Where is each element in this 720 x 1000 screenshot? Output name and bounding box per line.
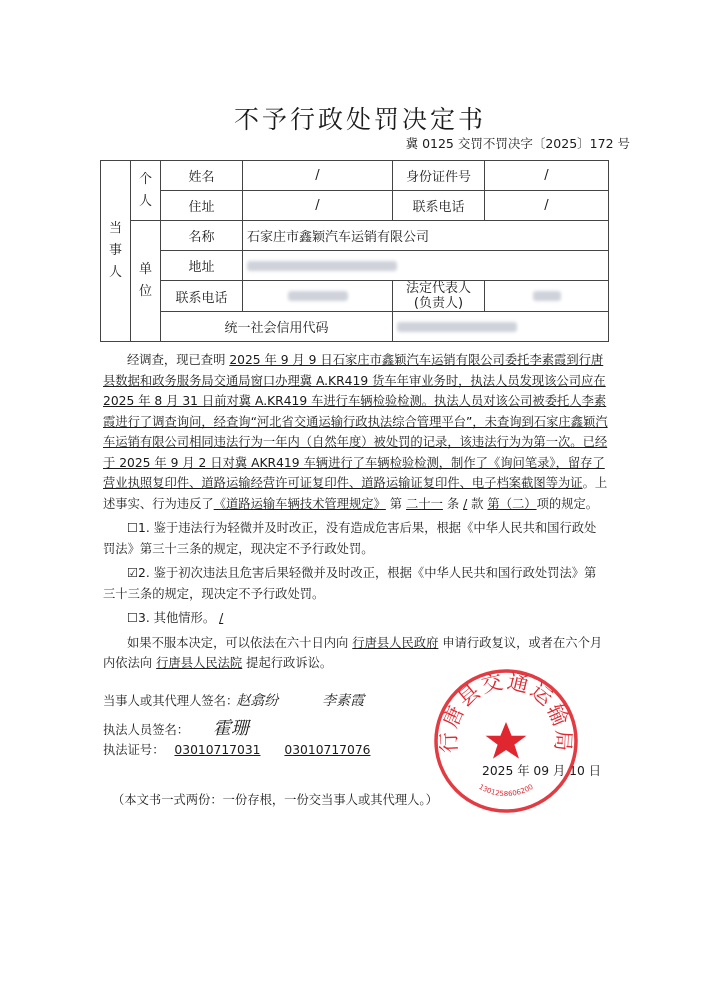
clause-label: 款 — [471, 496, 484, 511]
option-3 — [103, 608, 608, 629]
option-2: ☑2. 鉴于初次违法且危害后果轻微并及时改正，根据《中华人民共和国行政处罚法》第三十三条的规定，现决定不予行政处罚。 — [103, 566, 597, 601]
cert-line — [103, 740, 370, 758]
party-info-table — [100, 160, 609, 342]
party-signature-label: 当事人或其代理人签名： — [103, 694, 239, 708]
option-3-label: ☐3. 其他情形。 — [127, 611, 216, 625]
credit-code-value — [393, 312, 609, 342]
official-seal — [433, 668, 579, 814]
redacted-credit-code — [397, 322, 517, 332]
document-title: 不予行政处罚决定书 — [233, 105, 486, 134]
footer-note: （本文书一式两份：一份存根，一份交当事人或其代理人。） — [112, 793, 438, 807]
unit-phone-label: 联系电话 — [161, 281, 243, 312]
party-signature-1: 赵翕纷 — [236, 693, 279, 709]
article-label: 第 — [389, 496, 403, 511]
phone-label: 联系电话 — [393, 191, 485, 221]
officer-signature-label: 执法人员签名： — [103, 723, 190, 737]
id-value: / — [485, 161, 609, 191]
article-value: 二十一 — [406, 496, 443, 511]
appeal-text-3: 提起行政诉讼。 — [246, 656, 333, 670]
party-signature-2: 李素霞 — [322, 693, 365, 709]
regulation-name: 《道路运输车辆技术管理规定》 — [213, 496, 386, 511]
name-label: 姓名 — [161, 161, 243, 191]
legal-rep-value — [485, 281, 609, 312]
unit-name-label: 名称 — [161, 221, 243, 251]
item-value: 第（二） — [487, 496, 537, 511]
party-label — [101, 161, 131, 342]
individual-label-text: 个 人 — [138, 171, 152, 209]
cert-number-1: 03010717031 — [174, 743, 261, 757]
option-3-value: / — [219, 611, 224, 625]
unit-phone-value — [243, 281, 393, 312]
party-signature-line — [103, 690, 364, 710]
address-value: / — [243, 191, 393, 221]
officer-signature-line — [103, 714, 249, 740]
document-number: 冀 0125 交罚不罚决字〔2025〕172 号 — [405, 136, 630, 151]
appeal-government: 行唐县人民政府 — [352, 635, 439, 650]
unit-name-value: 石家庄市鑫颖汽车运销有限公司 — [243, 221, 609, 251]
unit-label — [131, 221, 161, 342]
clause-value: / — [463, 496, 468, 511]
credit-code-label: 统一社会信用代码 — [161, 312, 393, 342]
legal-rep-label-line2: (负责人) — [413, 296, 464, 311]
appeal-text-2: 申请行政复议，或者在六个月内依法向 — [103, 635, 603, 670]
party-label-text: 当 事 人 — [108, 221, 122, 280]
findings-paragraph — [103, 350, 608, 674]
option-1: ☐1. 鉴于违法行为轻微并及时改正，没有造成危害后果，根据《中华人民共和国行政处罚法》第三十三条的规定，现决定不予行政处罚。 — [103, 521, 597, 556]
article-unit: 条 — [446, 496, 460, 511]
appeal-text-1: 如果不服本决定，可以依法在六十日内向 — [127, 635, 349, 650]
legal-rep-label — [393, 281, 485, 312]
decision-date: 2025 年 09 月 10 日 — [482, 764, 602, 778]
cert-label: 执法证号： — [103, 743, 165, 757]
seal-text: 行唐县交通运输局 — [436, 669, 576, 754]
redacted-legal-rep — [533, 291, 561, 301]
address-label: 住址 — [161, 191, 243, 221]
name-value: / — [243, 161, 393, 191]
findings-prefix: 经调查，现已查明 — [127, 353, 226, 367]
legal-rep-label-line1: 法定代表人 — [405, 281, 471, 296]
phone-value: / — [485, 191, 609, 221]
seal-code: 1301258606200 — [477, 782, 535, 799]
findings-text: 2025 年 9 月 9 日石家庄市鑫颖汽车运销有限公司委托李素霞到行唐县数据和政务服务局交通局窗口办理冀 A.KR419 货车年审业务时，执法人员发现该公司应在 2025 年 8 月 31 日前对冀 A.KR419 车进行车辆检验检测。执法人员对该公司被委托人李素霞进行了调查询问，经查询“河北省交通运输行政执法综合管理平台”，未查询到石家庄鑫颖汽车运销有限公司相同违法行为一年内（自然年度）被处罚的记录，该违法行为为第一次。已经于 2025 年 9 月 2 日对冀 AKR419 车辆进行了车辆检验检测，制作了《询问笔录》，留存了营业执照复印件、道路运输经营许可证复印件、道路运输证复印件、电子档案截图等为证 — [103, 353, 608, 490]
appeal-court: 行唐县人民法院 — [156, 656, 243, 670]
cert-number-2: 03010717076 — [284, 743, 371, 757]
redacted-phone — [288, 291, 348, 301]
unit-address-label: 地址 — [161, 251, 243, 281]
item-suffix: 项的规定。 — [536, 496, 599, 511]
unit-label-text: 单 位 — [138, 262, 152, 299]
redacted-address — [247, 261, 397, 271]
seal-star-icon — [486, 722, 527, 759]
findings-suffix: 。上述事实、行为违反了 — [103, 476, 608, 511]
individual-label — [131, 161, 161, 221]
officer-signature: 霍珊 — [213, 718, 250, 739]
unit-address-value — [243, 251, 609, 281]
id-label: 身份证件号 — [393, 161, 485, 191]
